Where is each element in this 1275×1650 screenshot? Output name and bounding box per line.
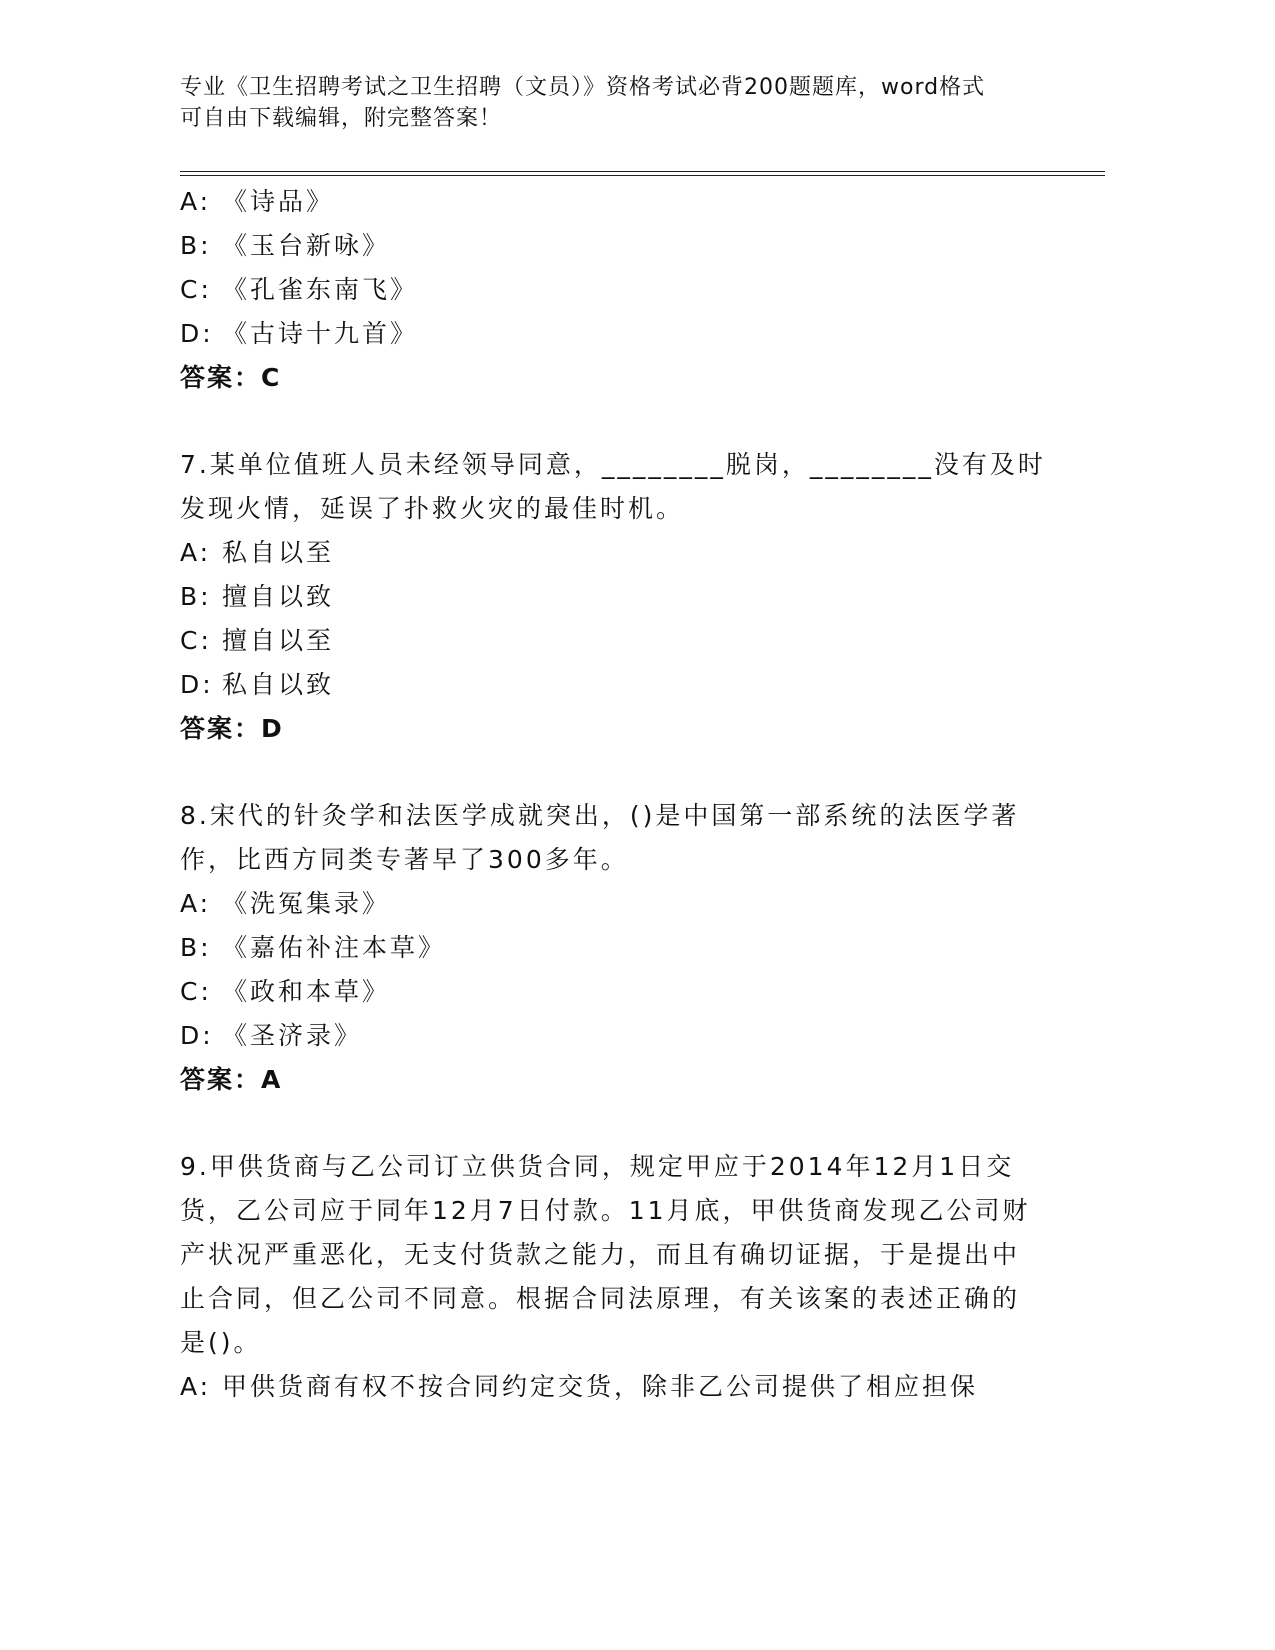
option-b	[180, 224, 1060, 268]
header-line-1: 专业《卫生招聘考试之卫生招聘（文员）》资格考试必背200题题库，word格式	[180, 75, 986, 100]
option-text: 《孔雀东南飞》	[222, 275, 419, 304]
option-letter: C:	[180, 626, 212, 655]
option-letter: A:	[180, 187, 212, 216]
spacer	[180, 751, 1060, 794]
question-text-line: 产状况严重恶化，无支付货款之能力，而且有确切证据，于是提出中	[180, 1240, 1021, 1269]
question-block-7	[180, 443, 1060, 751]
answer-line: 答案：A	[180, 1065, 283, 1094]
option-c	[180, 268, 1060, 312]
option-a	[180, 882, 1060, 926]
question-block-8	[180, 794, 1060, 1102]
option-text: 私自以致	[222, 670, 335, 699]
question-text-line: 作，比西方同类专著早了300多年。	[180, 845, 629, 874]
question-block-6	[180, 180, 1060, 400]
option-text: 《古诗十九首》	[222, 319, 419, 348]
answer-line: 答案：C	[180, 363, 282, 392]
option-text: 《洗冤集录》	[222, 889, 391, 918]
option-letter: B:	[180, 933, 212, 962]
spacer	[180, 400, 1060, 443]
question-text-line: 9.甲供货商与乙公司订立供货合同，规定甲应于2014年12月1日交	[180, 1152, 1015, 1181]
option-letter: D:	[180, 670, 214, 699]
question-text-line: 止合同，但乙公司不同意。根据合同法原理，有关该案的表述正确的	[180, 1284, 1021, 1313]
option-text: 甲供货商有权不按合同约定交货，除非乙公司提供了相应担保	[222, 1372, 979, 1401]
option-c	[180, 970, 1060, 1014]
option-c	[180, 619, 1060, 663]
question-block-9	[180, 1145, 1060, 1409]
option-text: 《政和本草》	[222, 977, 391, 1006]
option-letter: A:	[180, 889, 212, 918]
option-text: 《玉台新咏》	[222, 231, 391, 260]
document-header	[180, 72, 1080, 134]
option-a	[180, 1365, 1060, 1409]
option-letter: D:	[180, 319, 214, 348]
option-b	[180, 575, 1060, 619]
option-letter: B:	[180, 582, 212, 611]
header-line-2: 可自由下载编辑，附完整答案！	[180, 106, 503, 131]
header-rule-top	[180, 171, 1105, 172]
option-letter: A:	[180, 538, 212, 567]
option-letter: D:	[180, 1021, 214, 1050]
option-text: 私自以至	[222, 538, 335, 567]
option-letter: C:	[180, 275, 212, 304]
answer-line: 答案：D	[180, 714, 284, 743]
question-text-line: 发现火情，延误了扑救火灾的最佳时机。	[180, 494, 685, 523]
option-a	[180, 531, 1060, 575]
option-letter: C:	[180, 977, 212, 1006]
option-letter: B:	[180, 231, 212, 260]
question-text-line: 是()。	[180, 1328, 262, 1357]
option-d	[180, 312, 1060, 356]
option-d	[180, 663, 1060, 707]
option-text: 《诗品》	[222, 187, 335, 216]
spacer	[180, 1102, 1060, 1145]
question-list	[180, 180, 1060, 1409]
option-text: 《嘉佑补注本草》	[222, 933, 447, 962]
option-letter: A:	[180, 1372, 212, 1401]
question-text-line: 7.某单位值班人员未经领导同意，________脱岗，________没有及时	[180, 450, 1046, 479]
option-text: 《圣济录》	[222, 1021, 363, 1050]
header-rule-bottom	[180, 175, 1105, 176]
option-a	[180, 180, 1060, 224]
question-text-line: 8.宋代的针灸学和法医学成就突出，()是中国第一部系统的法医学著	[180, 801, 1020, 830]
question-text-line: 货，乙公司应于同年12月7日付款。11月底，甲供货商发现乙公司财	[180, 1196, 1031, 1225]
option-text: 擅自以至	[222, 626, 335, 655]
option-d	[180, 1014, 1060, 1058]
option-b	[180, 926, 1060, 970]
option-text: 擅自以致	[222, 582, 335, 611]
